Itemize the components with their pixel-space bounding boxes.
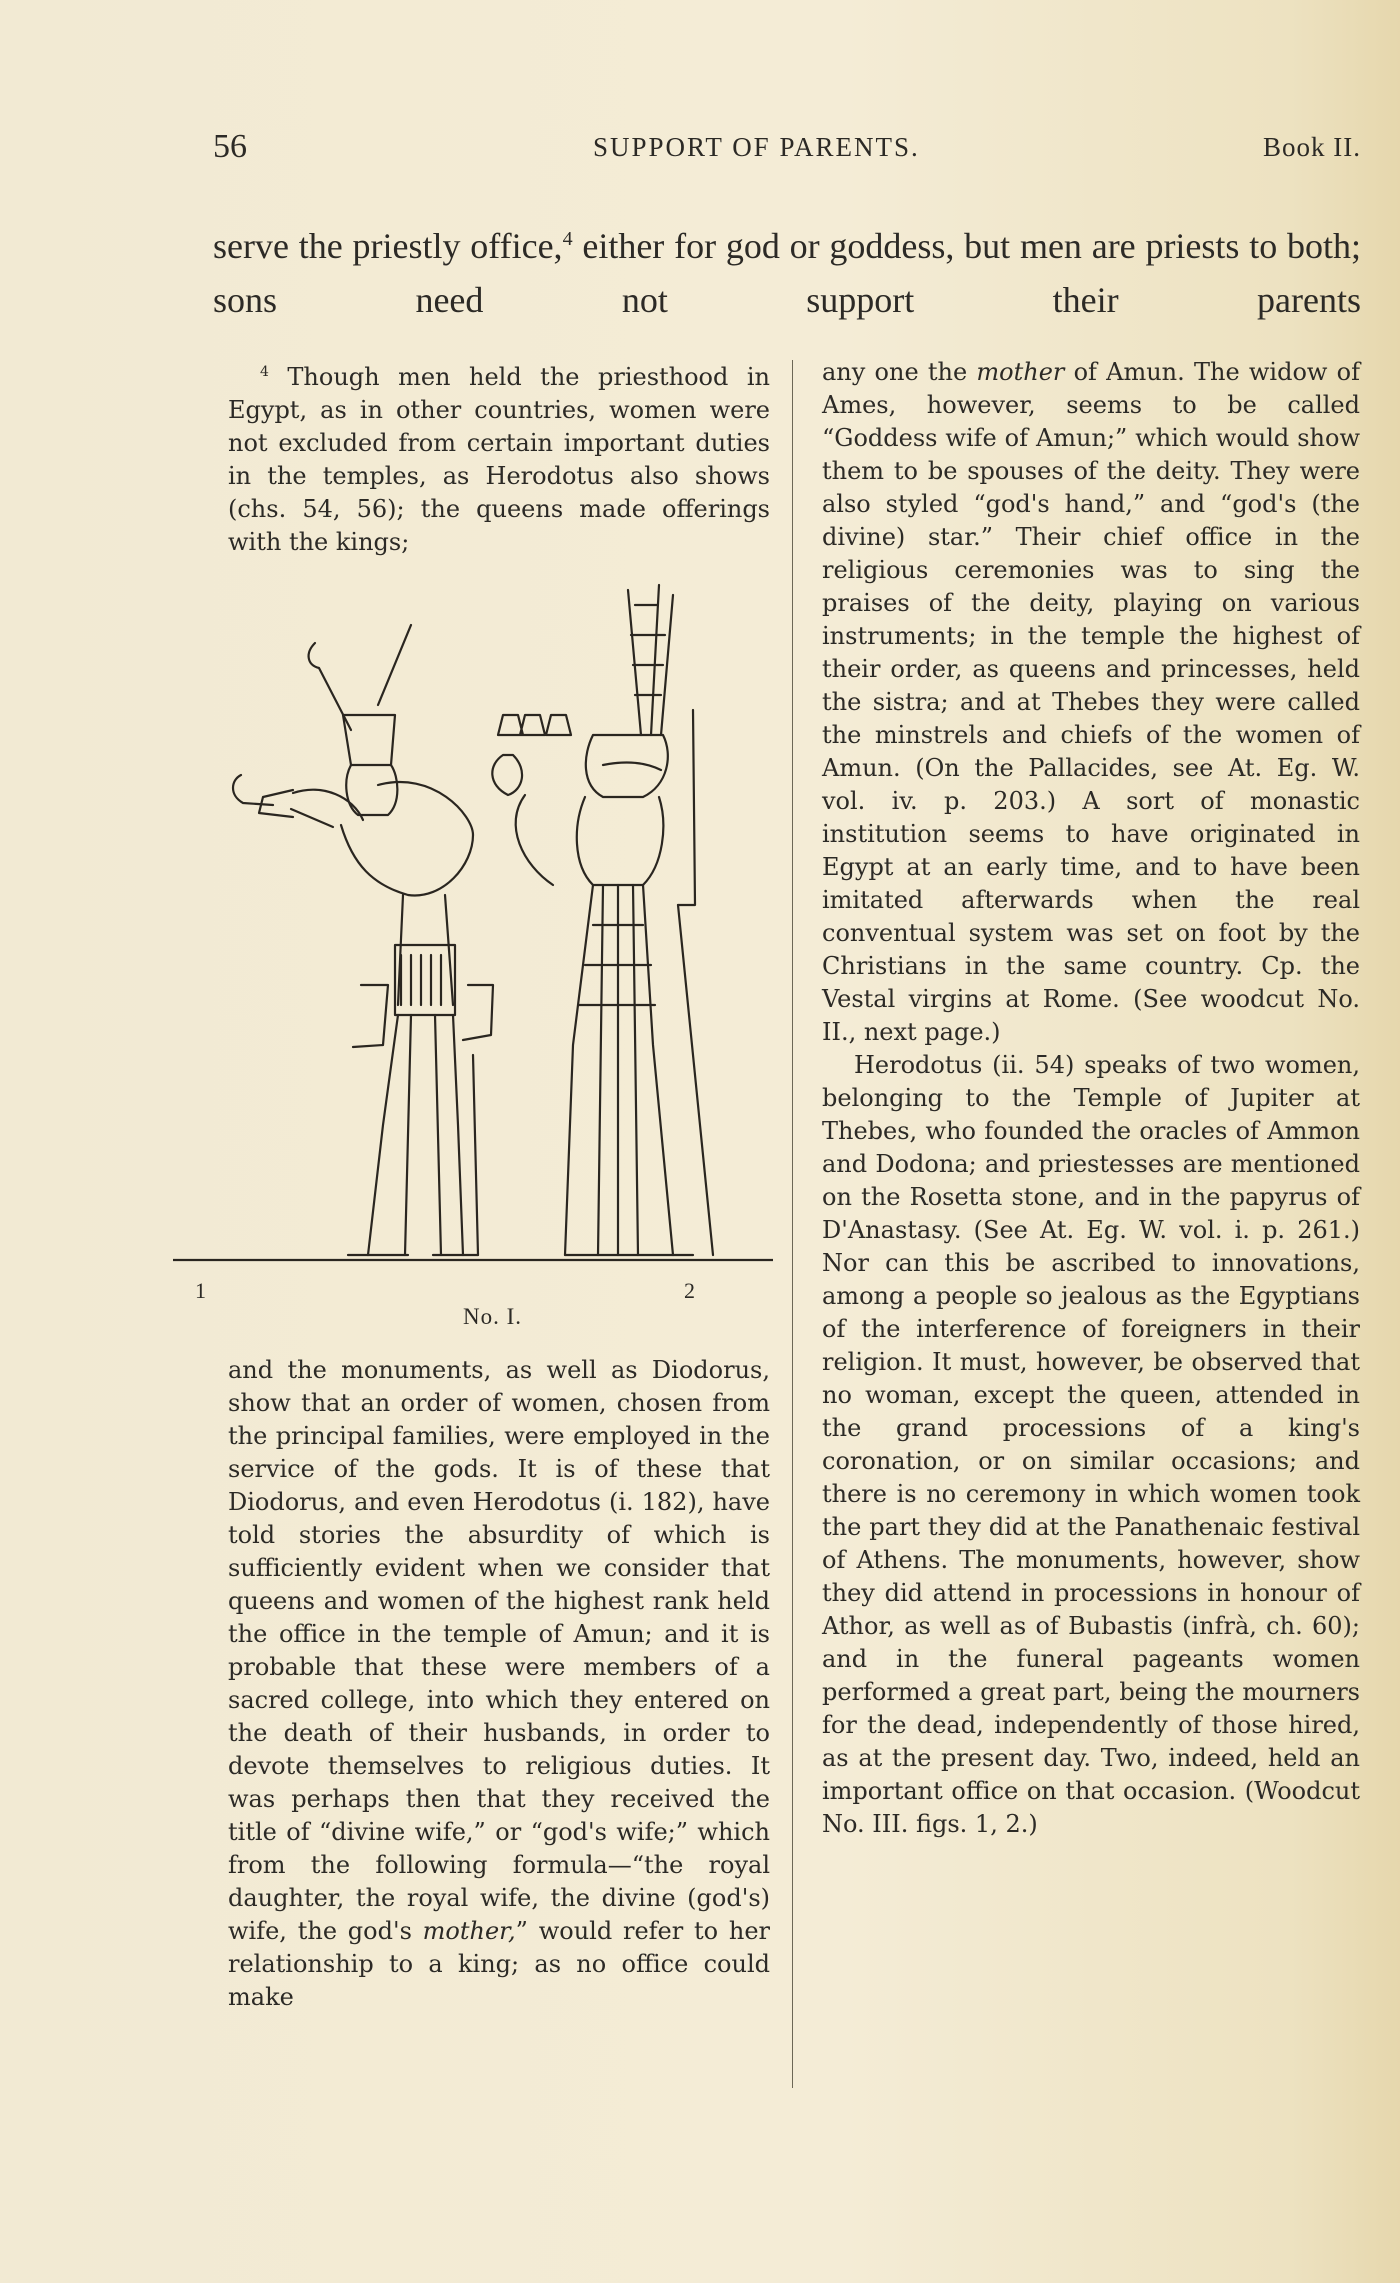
figure-label-2: 2 (684, 1278, 695, 1303)
main-text (213, 212, 1361, 327)
footnote-right-paragraph-2: Herodotus (ii. 54) speaks of two women, belonging to the Temple of Jupiter at Thebes, who founded the oracles of Ammon and Dodona; and priestesses are mentioned on the Rosetta stone, and in the papyrus of D'Anastasy. (See At. Eg. W. vol. i. p. 261.) Nor can this be ascribed to innovations, among a people so jealous as the Egyptians of the interference of foreigners in their religion. It must, however, be observed that no woman, except the queen, attended in the grand processions of a king's coronation, or on similar occasions; and there is no ceremony in which women took the part they did at the Panathenaic festival of Athens. The monuments, however, show they did attend in processions in honour of Athor, as well as of Bubastis (infrà, ch. 60); and in the funeral pageants women performed a great part, being the mourners for the dead, independently of those hired, as at the present day. Two, indeed, held an important office on that occasion. (Woodcut No. III. figs. 1, 2.) (822, 1051, 1360, 1838)
figure-caption: No. I. (463, 1304, 523, 1329)
woodcut-illustration (173, 565, 773, 1285)
footnote-right (822, 356, 1360, 1841)
main-text-part-2: either for god or goddess, but men are priests to both; sons need not support their parents (213, 226, 1362, 320)
footnote-marker: 4 (260, 364, 269, 380)
main-text-part-1: serve the priestly office, (213, 226, 563, 266)
footnote-left-bottom-text: and the monuments, as well as Diodorus, show that an order of women, chosen from the principal families, were employed in the service of the gods. It is of these that Diodorus, and even Herodotus (i. 182), have told stories the absurdity of which is sufficiently evident when we consider that queens and women of the highest rank held the office in the temple of Amun; and it is probable that these were members of a sacred college, into which they entered on the death of their husbands, in order to devote themselves to religious duties. It was perhaps then that they received the title of “divine wife,” or “god's wife;” which from the following formula—“the royal daughter, the royal wife, the divine (god's) wife, the god's (228, 1356, 770, 1945)
footnote-left-top (228, 356, 770, 559)
running-title: SUPPORT OF PARENTS. (593, 132, 920, 162)
footnote-reference: 4 (562, 228, 573, 250)
page-header (213, 128, 1361, 168)
footnote-right-start: any one the (822, 358, 968, 386)
footnote-left-bottom-italic: mother, (422, 1917, 516, 1945)
column-divider (792, 360, 793, 2088)
footnote-left-bottom (228, 1354, 770, 2014)
figure-label-1: 1 (195, 1278, 206, 1303)
footnote-left-top-text: Though men held the priesthood in Egypt, as in other countries, women were not excluded from certain important duties in the temples, as Herodotus also shows (chs. 54, 56); the queens made offerings with the kings; (228, 363, 770, 556)
footnote-right-paragraph-1: of Amun. The widow of Ames, however, seems to be called “Goddess wife of Amun;” which would show them to be spouses of the deity. They were also styled “god's hand,” and “god's (the divine) star.” Their chief office in the religious ceremonies was to sing the praises of the deity, playing on various instruments; in the temple the highest of their order, as queens and princesses, held the sistra; and at Thebes they were called the minstrels and chiefs of the women of Amun. (On the Pallacides, see At. Eg. W. vol. iv. p. 203.) A sort of monastic institution seems to have originated in Egypt at an early time, and to have been imitated afterwards when the real conventual system was set on foot by the Christians in the same country. Cp. the Vestal virgins at Rome. (See woodcut No. II., next page.) (822, 358, 1360, 1046)
footnote-left-bottom-end: ” would refer to her relationship to a king; as no office could make (228, 1917, 770, 2011)
woodcut-figure (173, 565, 773, 1347)
book-reference: Book II. (1263, 132, 1361, 162)
footnote-right-italic: mother (976, 358, 1065, 386)
page-number: 56 (213, 128, 247, 165)
